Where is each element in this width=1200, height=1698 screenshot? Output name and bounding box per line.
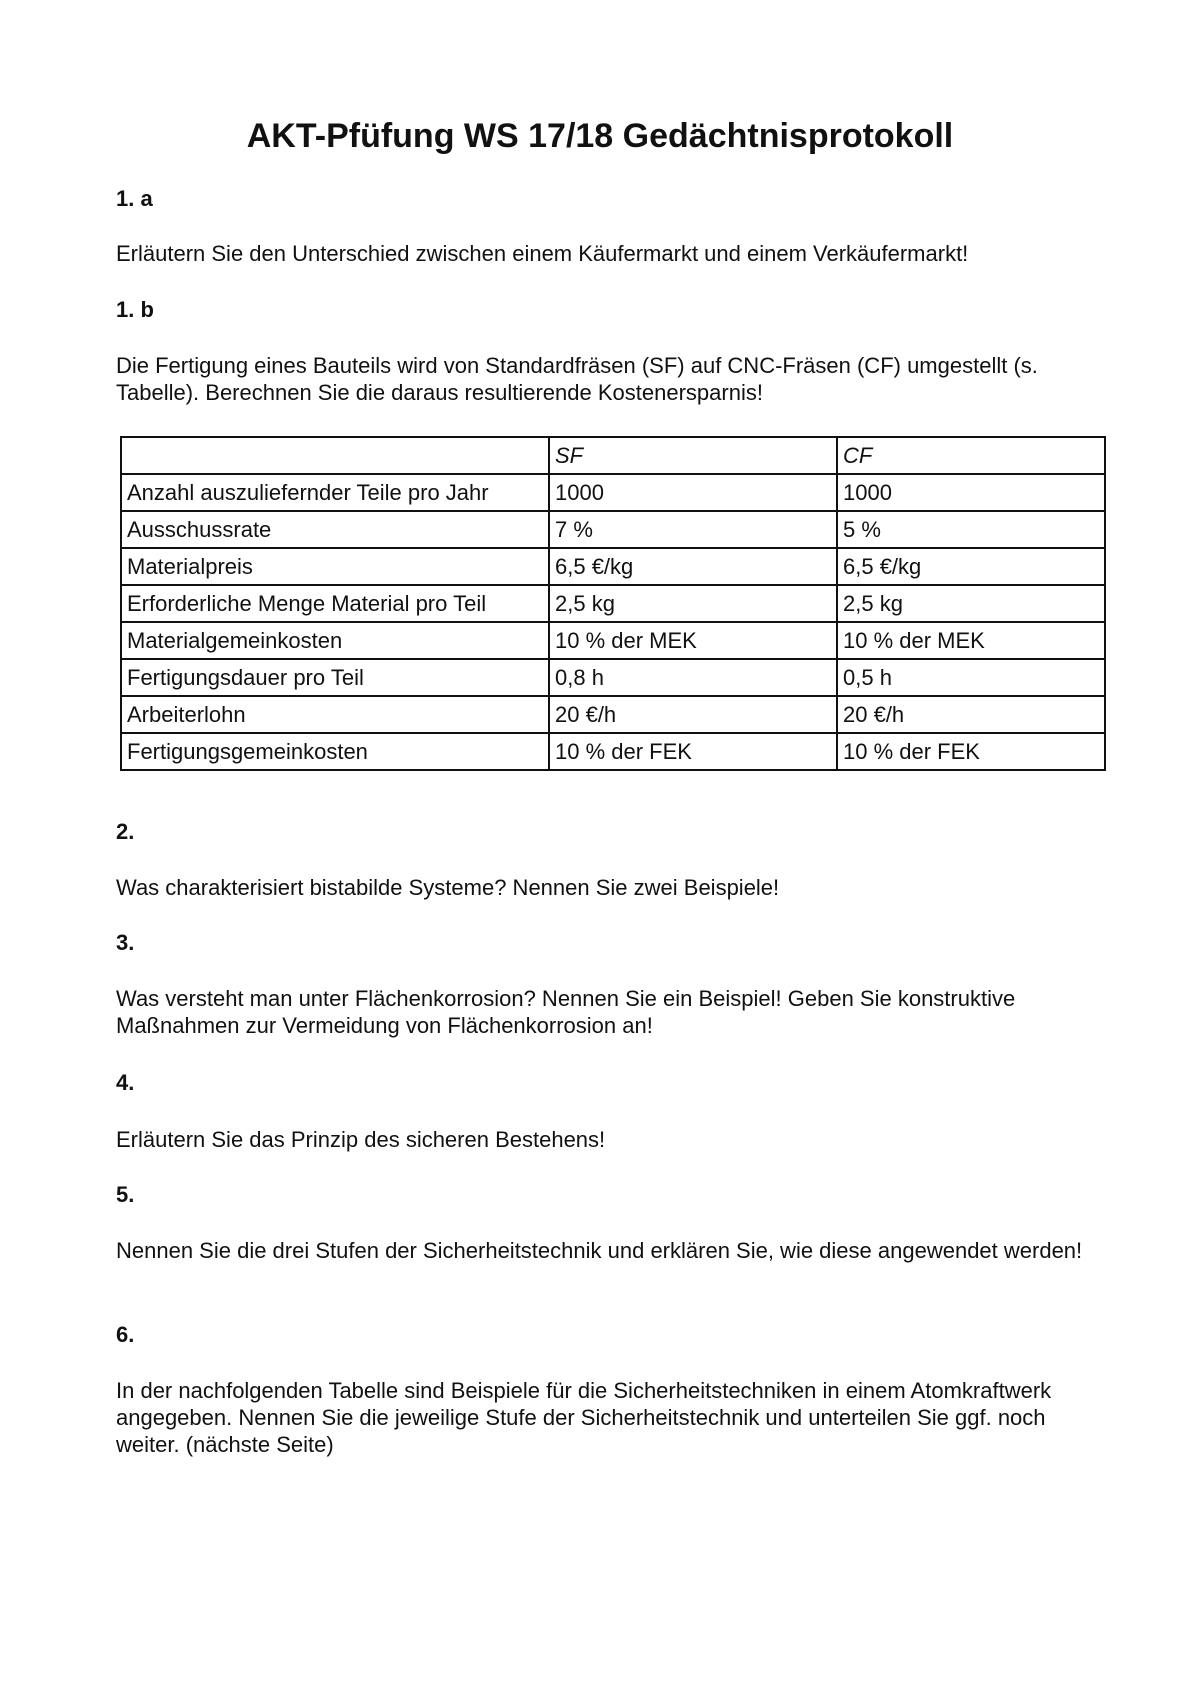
question-number: 6. bbox=[116, 1322, 135, 1347]
table-header-cell: SF bbox=[549, 437, 837, 474]
question-text: In der nachfolgenden Tabelle sind Beispiele für die Sicherheitstechniken in einem Atomkraftwerk angegeben. Nennen Sie die jeweilige Stufe der Sicherheitstechnik und unterteilen Sie ggf. noch weiter. (nächste Seite) bbox=[116, 1378, 1052, 1457]
question-text: Nennen Sie die drei Stufen der Sicherheitstechnik und erklären Sie, wie diese angewendet werden! bbox=[116, 1238, 1083, 1263]
table-cell: 1000 bbox=[549, 474, 837, 511]
question-number: 2. bbox=[116, 819, 135, 844]
table-cell: Fertigungsdauer pro Teil bbox=[121, 659, 549, 696]
question-number: 5. bbox=[116, 1182, 135, 1207]
question-5 bbox=[116, 1181, 1106, 1209]
table-cell: Materialpreis bbox=[121, 548, 549, 585]
table-cell: 0,5 h bbox=[837, 659, 1105, 696]
question-4 bbox=[116, 1069, 1106, 1097]
table-cell: 1000 bbox=[837, 474, 1105, 511]
table-cell: Arbeiterlohn bbox=[121, 696, 549, 733]
table-cell: Fertigungsgemeinkosten bbox=[121, 733, 549, 770]
table-row bbox=[121, 474, 1105, 511]
table-cell: Anzahl auszuliefernder Teile pro Jahr bbox=[121, 474, 549, 511]
table-cell: 5 % bbox=[837, 511, 1105, 548]
question-number: 1. b bbox=[116, 297, 154, 322]
table-cell: 6,5 €/kg bbox=[549, 548, 837, 585]
table-row bbox=[121, 696, 1105, 733]
table-row bbox=[121, 622, 1105, 659]
question-2 bbox=[116, 818, 1106, 846]
table-cell: 20 €/h bbox=[549, 696, 837, 733]
table-cell: 6,5 €/kg bbox=[837, 548, 1105, 585]
question-1a-body bbox=[116, 240, 1106, 267]
table-cell: 20 €/h bbox=[837, 696, 1105, 733]
table-header-cell: CF bbox=[837, 437, 1105, 474]
table-cell: 10 % der MEK bbox=[549, 622, 837, 659]
question-text: Erläutern Sie den Unterschied zwischen einem Käufermarkt und einem Verkäufermarkt! bbox=[116, 241, 969, 266]
question-number: 3. bbox=[116, 930, 135, 955]
question-text: Die Fertigung eines Bauteils wird von Standardfräsen (SF) auf CNC-Fräsen (CF) umgestellt (s. Tabelle). Berechnen Sie die daraus resultierende Kostenersparnis! bbox=[116, 353, 1038, 405]
table-cell: 10 % der MEK bbox=[837, 622, 1105, 659]
cost-comparison-table bbox=[120, 436, 1106, 771]
question-3-body bbox=[116, 985, 1106, 1039]
page-title: AKT-Pfüfung WS 17/18 Gedächtnisprotokoll bbox=[246, 117, 954, 155]
table-row bbox=[121, 585, 1105, 622]
table-cell: 10 % der FEK bbox=[549, 733, 837, 770]
table-cell: 2,5 kg bbox=[837, 585, 1105, 622]
table-cell: 2,5 kg bbox=[549, 585, 837, 622]
table-header-row bbox=[121, 437, 1105, 474]
table-cell: Materialgemeinkosten bbox=[121, 622, 549, 659]
table-cell: 0,8 h bbox=[549, 659, 837, 696]
question-2-body bbox=[116, 874, 1106, 901]
table-row bbox=[121, 548, 1105, 585]
table-row bbox=[121, 511, 1105, 548]
question-number: 4. bbox=[116, 1070, 135, 1095]
question-text: Erläutern Sie das Prinzip des sicheren Bestehens! bbox=[116, 1127, 606, 1152]
question-4-body bbox=[116, 1126, 1106, 1153]
question-text: Was versteht man unter Flächenkorrosion? Nennen Sie ein Beispiel! Geben Sie konstruktive Maßnahmen zur Vermeidung von Flächenkorrosion an! bbox=[116, 986, 1016, 1038]
question-6-body bbox=[116, 1377, 1106, 1458]
question-5-body bbox=[116, 1237, 1106, 1264]
table-cell: Ausschussrate bbox=[121, 511, 549, 548]
question-6 bbox=[116, 1321, 1106, 1349]
table-cell: Erforderliche Menge Material pro Teil bbox=[121, 585, 549, 622]
question-1b-body bbox=[116, 352, 1106, 406]
question-text: Was charakterisiert bistabilde Systeme? Nennen Sie zwei Beispiele! bbox=[116, 875, 780, 900]
question-1a bbox=[116, 185, 1106, 213]
question-3 bbox=[116, 929, 1106, 957]
question-1b bbox=[116, 296, 1106, 324]
table-cell: 10 % der FEK bbox=[837, 733, 1105, 770]
question-number: 1. a bbox=[116, 186, 153, 211]
table-cell: 7 % bbox=[549, 511, 837, 548]
table-header-cell bbox=[121, 437, 549, 474]
table-row bbox=[121, 659, 1105, 696]
table-row bbox=[121, 733, 1105, 770]
